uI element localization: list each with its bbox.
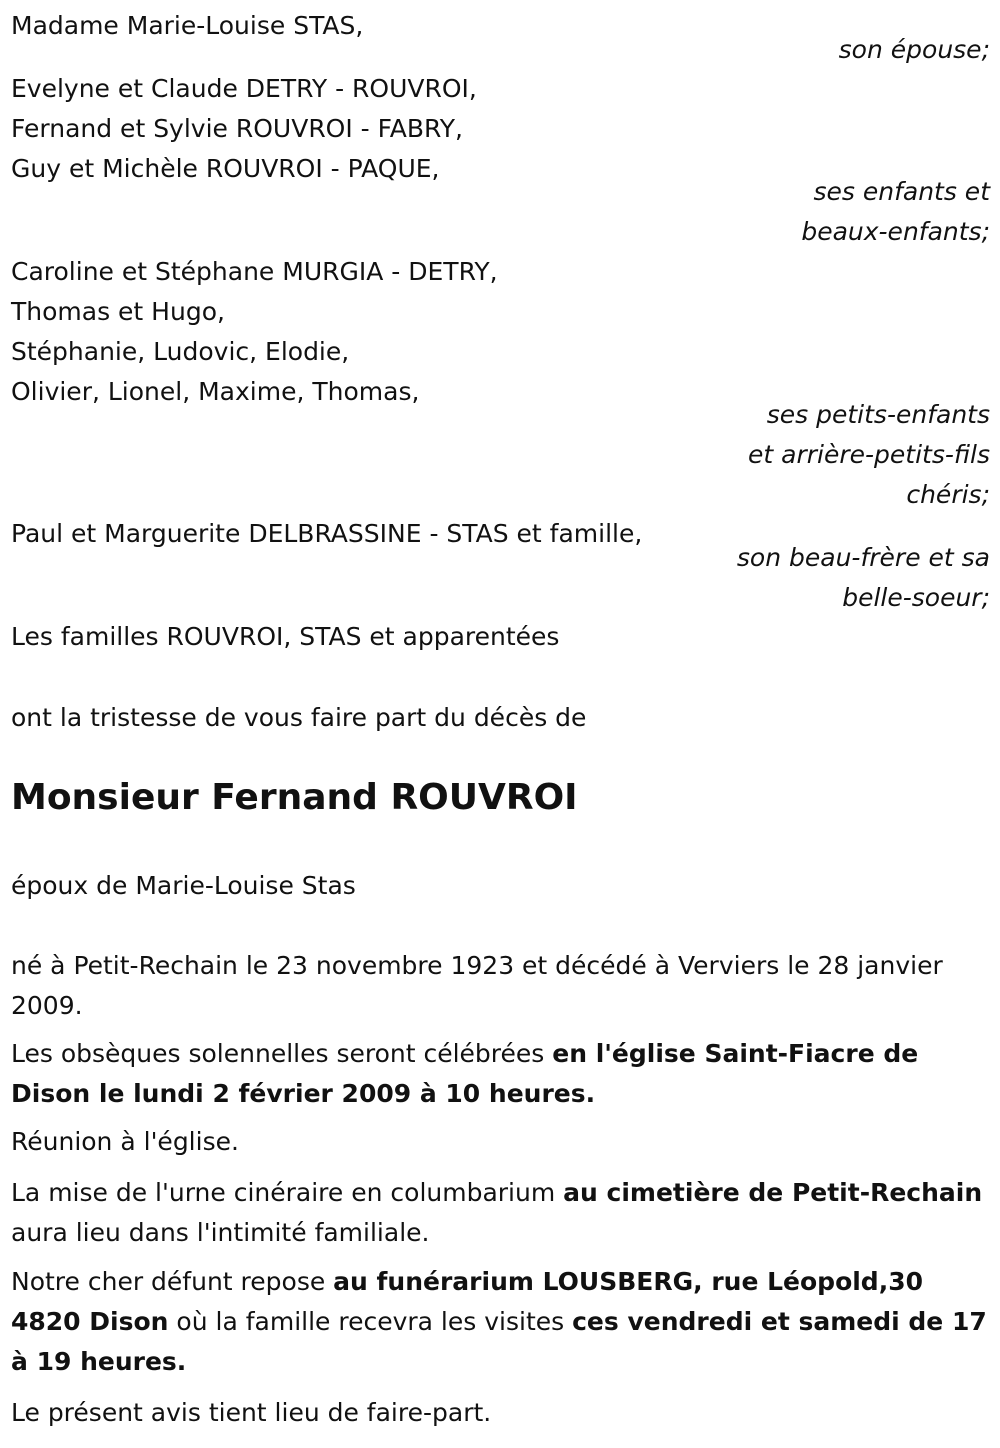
child-line: Fernand et Sylvie ROUVROI - FABRY, [11,114,463,143]
funeral-details: en l'église Saint-Fiacre de Dison le lundi 2 février 2009 à 10 heures. [11,1039,919,1108]
announcement: ont la tristesse de vous faire part du décès de [11,703,587,732]
families-line: Les familles ROUVROI, STAS et apparentées [11,622,560,651]
rest-place: au funérarium LOUSBERG, rue Léopold,30 4820 Dison [11,1267,923,1336]
deceased-name: Monsieur Fernand ROUVROI [11,777,578,818]
grandchild-line: Thomas et Hugo, [11,297,225,326]
birth-death: né à Petit-Rechain le 23 novembre 1923 et décédé à Verviers le 28 janvier 2009. [11,951,943,1020]
rest-paragraph [11,1262,991,1382]
inlaws-line: Paul et Marguerite DELBRASSINE - STAS et famille, [11,519,643,548]
funeral-intro: Les obsèques solennelles seront célébrées [11,1039,553,1068]
spouse-line: époux de Marie-Louise Stas [11,871,356,900]
funeral-paragraph [11,1034,991,1114]
grandchildren-role: chéris; [906,480,990,509]
grandchild-line: Caroline et Stéphane MURGIA - DETRY, [11,257,498,286]
grandchildren-role: et arrière-petits-fils [748,440,990,469]
grandchildren-role: ses petits-enfants [766,400,990,429]
inlaws-role: son beau-frère et sa [736,543,990,572]
urn-outro: aura lieu dans l'intimité familiale. [11,1218,430,1247]
rest-intro: Notre cher défunt repose [11,1267,334,1296]
wife-name: Madame Marie-Louise STAS, [11,11,364,40]
children-role: ses enfants et [813,177,990,206]
grandchild-line: Stéphanie, Ludovic, Elodie, [11,337,350,366]
child-line: Guy et Michèle ROUVROI - PAQUE, [11,154,440,183]
grandchild-line: Olivier, Lionel, Maxime, Thomas, [11,377,420,406]
rest-times: ces vendredi et samedi de 17 à 19 heures. [11,1307,987,1376]
urn-intro: La mise de l'urne cinéraire en columbarium [11,1178,564,1207]
closing-line: Le présent avis tient lieu de faire-part. [11,1398,492,1427]
meeting-line: Réunion à l'église. [11,1127,239,1156]
urn-paragraph [11,1173,991,1253]
inlaws-role: belle-soeur; [842,583,990,612]
urn-place: au cimetière de Petit-Rechain [563,1178,983,1207]
wife-role: son épouse; [838,35,990,64]
rest-middle: où la famille recevra les visites [168,1307,573,1336]
children-role: beaux-enfants; [801,217,990,246]
child-line: Evelyne et Claude DETRY - ROUVROI, [11,74,477,103]
